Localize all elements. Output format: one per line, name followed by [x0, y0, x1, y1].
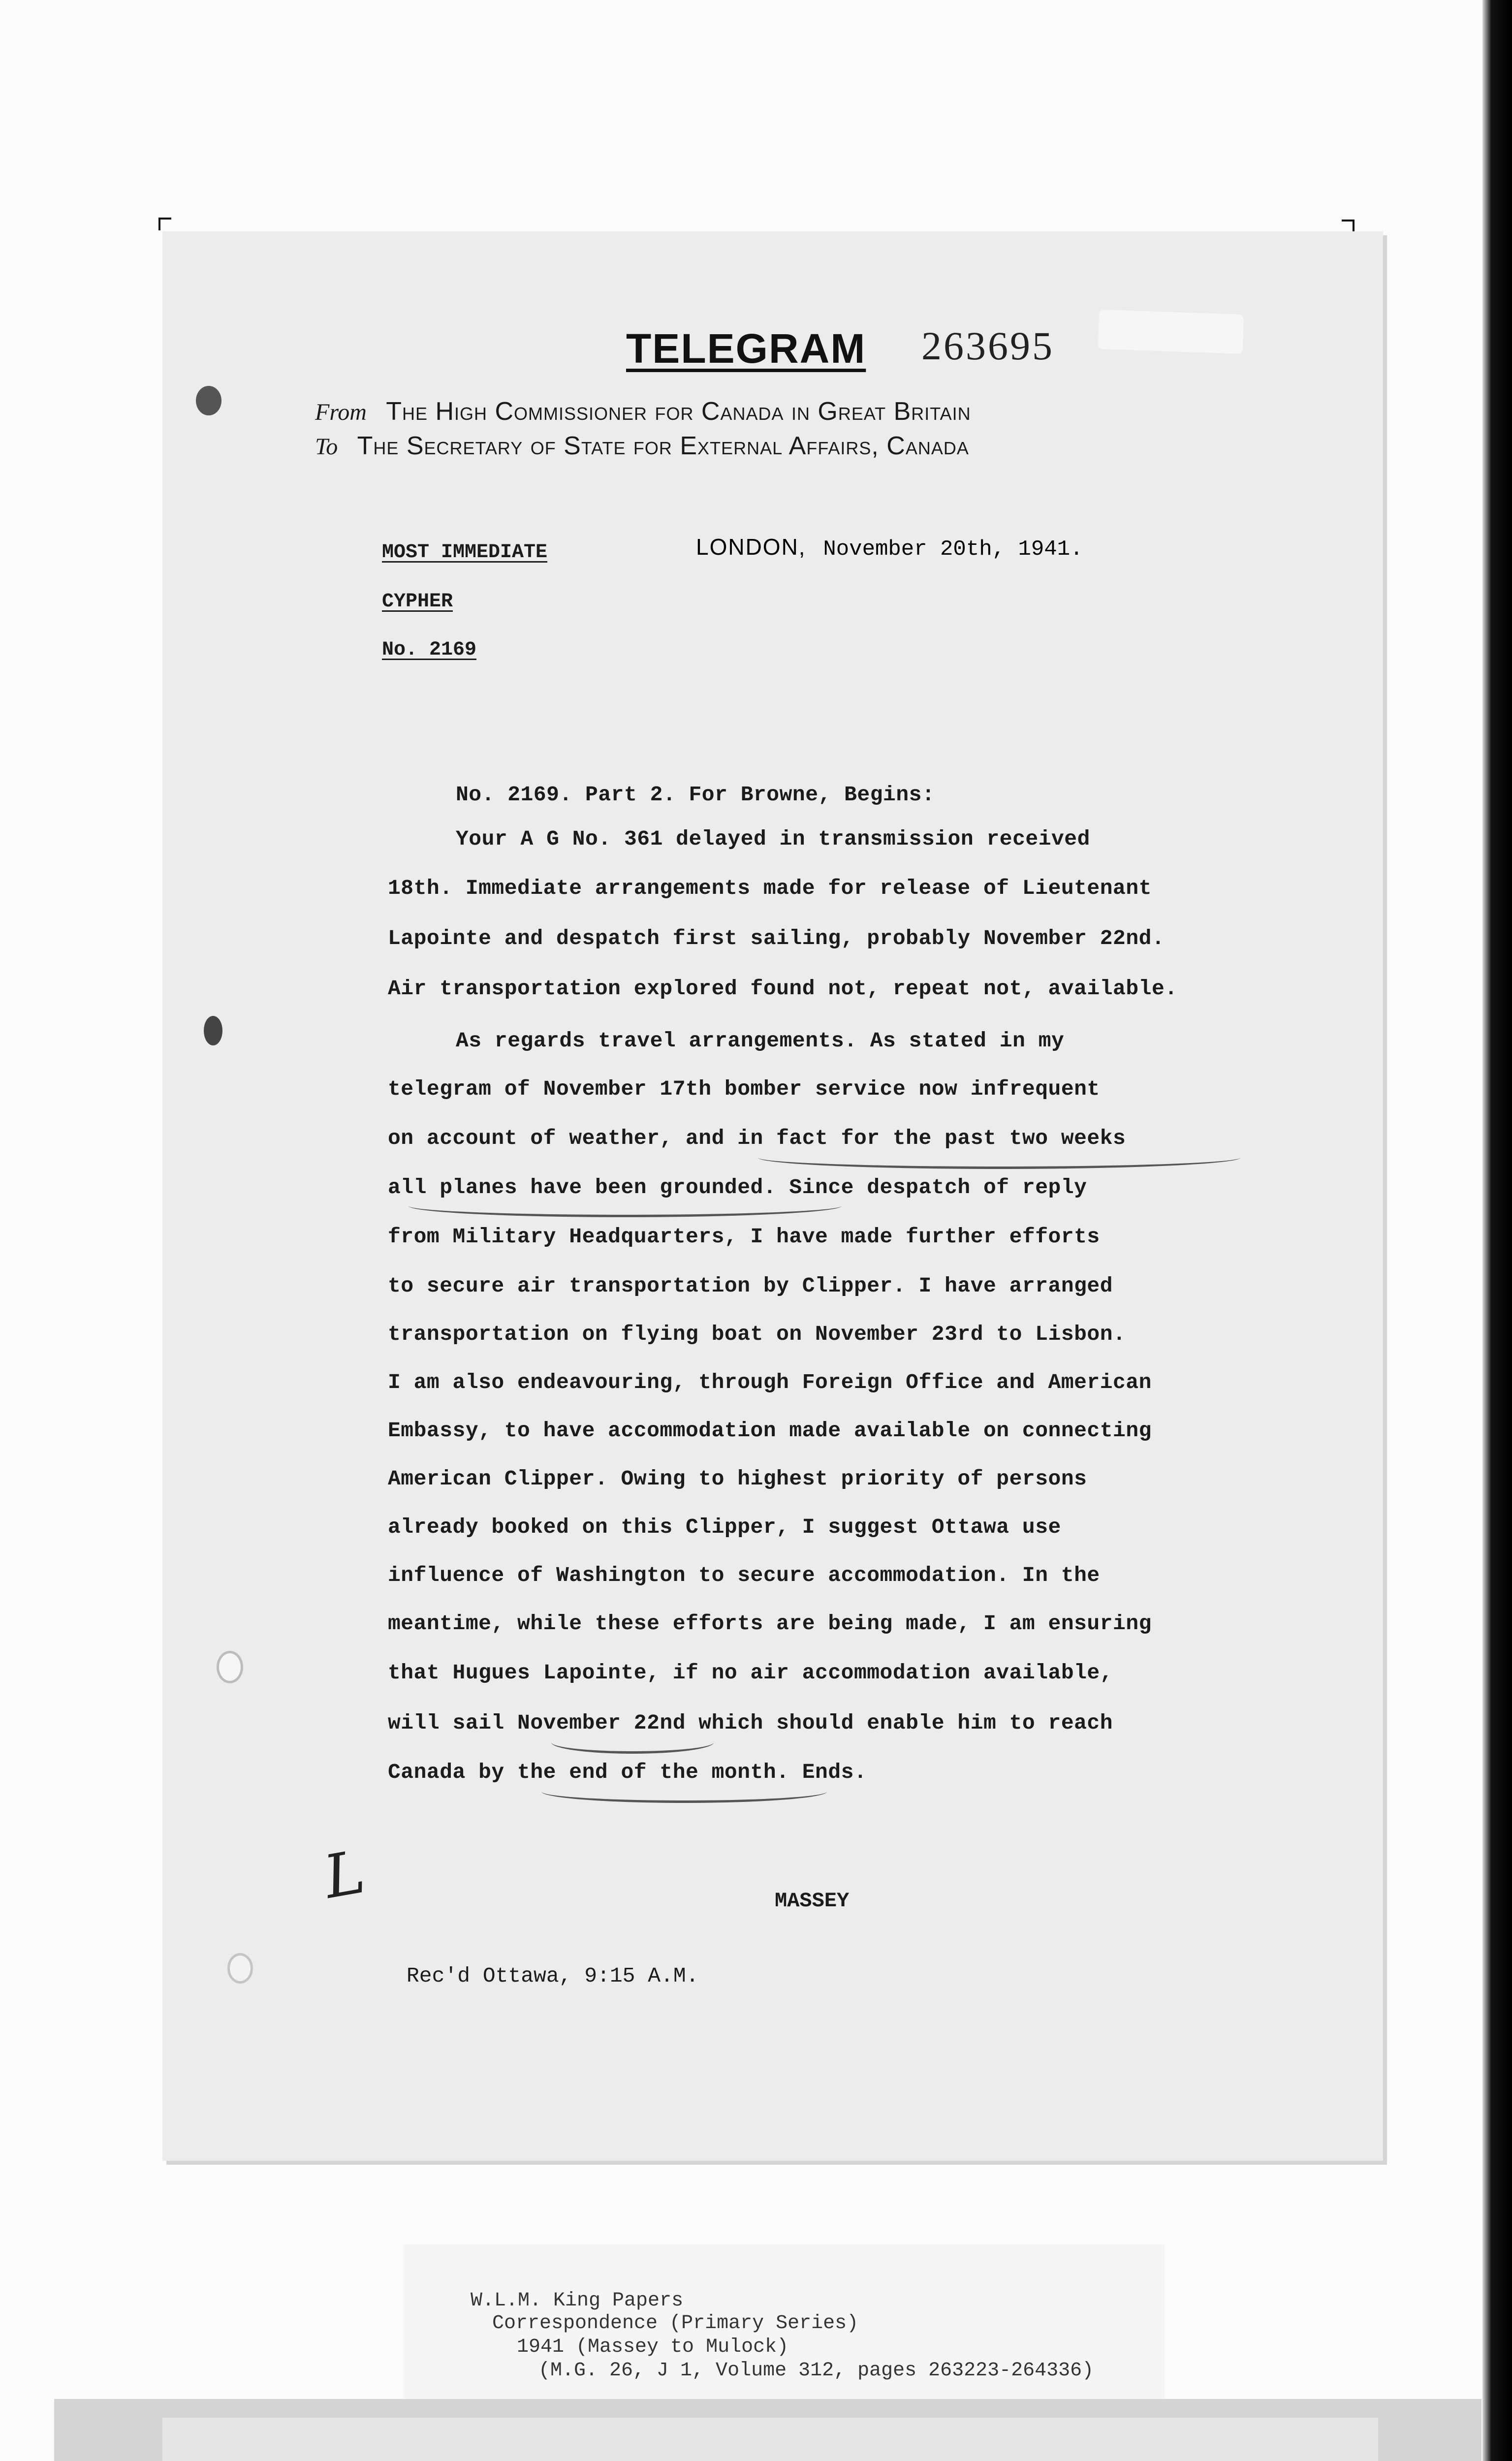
- body-line: to secure air transportation by Clipper. I have arranged: [388, 1274, 1113, 1298]
- from-line: [315, 397, 971, 426]
- catalog-label-line: 1941 (Massey to Mulock): [517, 2336, 789, 2358]
- date-text: November 20th, 1941.: [823, 537, 1083, 562]
- body-line: influence of Washington to secure accommodation. In the: [388, 1563, 1100, 1587]
- telegram-heading: TELEGRAM: [626, 325, 866, 372]
- body-line: transportation on flying boat on November 23rd to Lisbon.: [388, 1322, 1126, 1346]
- body-line: Your A G No. 361 delayed in transmission received: [456, 827, 1090, 851]
- to-text: The Secretary of State for External Affairs, Canada: [357, 432, 969, 460]
- body-line: No. 2169. Part 2. For Browne, Begins:: [456, 783, 935, 807]
- body-line: will sail November 22nd which should enable him to reach: [388, 1711, 1113, 1735]
- priority-tag: MOST IMMEDIATE: [382, 541, 548, 564]
- pencil-initial: L: [319, 1838, 370, 1912]
- catalog-label-line: W.L.M. King Papers: [471, 2290, 684, 2312]
- body-line: 18th. Immediate arrangements made for release of Lieutenant: [388, 876, 1152, 900]
- to-label: To: [315, 434, 338, 460]
- place-city: LONDON,: [696, 534, 806, 560]
- from-text: The High Commissioner for Canada in Great Britain: [386, 397, 971, 426]
- punch-hole: [217, 1651, 243, 1683]
- film-border-right: [1482, 0, 1512, 2461]
- crop-mark-top-right: [1342, 220, 1354, 232]
- body-line: already booked on this Clipper, I suggest Ottawa use: [388, 1515, 1061, 1539]
- message-number-tag: No. 2169: [382, 639, 477, 661]
- method-tag: CYPHER: [382, 591, 453, 613]
- body-line: on account of weather, and in fact for the past two weeks: [388, 1126, 1126, 1150]
- body-line: I am also endeavouring, through Foreign Office and American: [388, 1370, 1152, 1394]
- body-line: from Military Headquarters, I have made further efforts: [388, 1225, 1100, 1249]
- punch-hole: [204, 1016, 222, 1045]
- body-line: Lapointe and despatch first sailing, probably November 22nd.: [388, 926, 1165, 950]
- from-label: From: [315, 399, 367, 425]
- body-line: meantime, while these efforts are being made, I am ensuring: [388, 1611, 1152, 1636]
- body-line: telegram of November 17th bomber service now infrequent: [388, 1077, 1100, 1101]
- punch-hole: [227, 1953, 253, 1984]
- archive-card-inner: [162, 2418, 1378, 2461]
- received-timestamp: Rec'd Ottawa, 9:15 A.M.: [407, 1964, 699, 1988]
- catalog-label-line: (M.G. 26, J 1, Volume 312, pages 263223-264336): [538, 2360, 1094, 2382]
- tape-strip: [1098, 310, 1244, 354]
- body-line: As regards travel arrangements. As stated in my: [456, 1029, 1065, 1053]
- body-line: American Clipper. Owing to highest priority of persons: [388, 1467, 1087, 1491]
- punch-hole: [196, 386, 221, 415]
- body-line: Embassy, to have accommodation made available on connecting: [388, 1419, 1152, 1443]
- catalog-label-line: Correspondence (Primary Series): [492, 2312, 859, 2335]
- body-line: Air transportation explored found not, repeat not, available.: [388, 977, 1178, 1001]
- to-line: [315, 431, 969, 461]
- body-line: all planes have been grounded. Since despatch of reply: [388, 1175, 1087, 1199]
- body-line: that Hugues Lapointe, if no air accommodation available,: [388, 1661, 1113, 1685]
- body-line: Canada by the end of the month. Ends.: [388, 1760, 867, 1784]
- signature: MASSEY: [775, 1889, 850, 1913]
- crop-mark-top-left: [158, 218, 171, 230]
- place-date: [696, 534, 1083, 562]
- telegram-number: 263695: [921, 323, 1054, 368]
